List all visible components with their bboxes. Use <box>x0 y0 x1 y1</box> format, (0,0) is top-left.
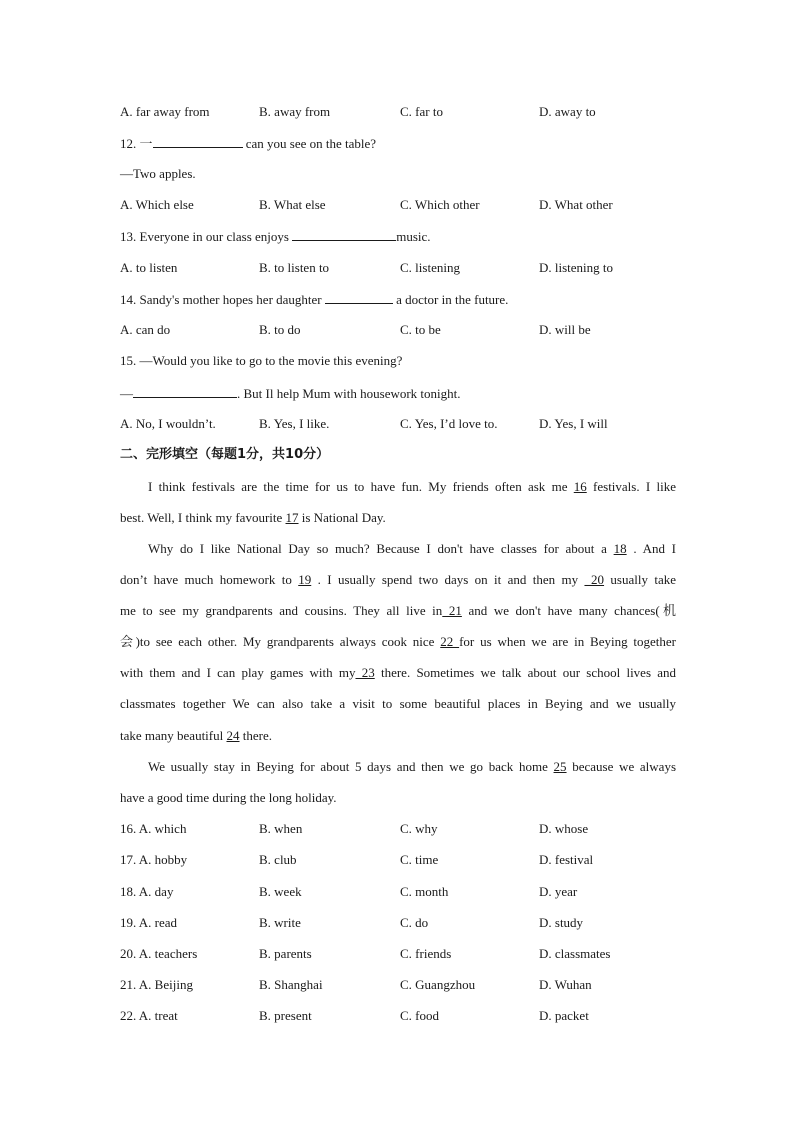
q14-stem-suffix: a doctor in the future. <box>392 292 509 307</box>
passage-p2-line6: classmates together We can also take a visit to some beautiful places in Beying and we usually <box>120 696 676 711</box>
q22-option-c: C. food <box>400 1008 439 1023</box>
q14-option-b: B. to do <box>259 322 301 337</box>
q13-stem <box>120 227 676 246</box>
passage-text: 会)to see each other. My grandparents always cook nice <box>120 634 441 649</box>
q12-answer: —Two apples. <box>120 166 196 181</box>
passage-p3-line1 <box>120 758 676 776</box>
passage-text: festivals. I like <box>586 479 676 494</box>
passage-p2-line1 <box>120 540 676 558</box>
q19-options <box>120 914 676 932</box>
q12-option-d: D. What other <box>539 197 613 212</box>
q12-option-c: C. Which other <box>400 197 480 212</box>
q16-option-a: 16. A. which <box>120 821 187 836</box>
q15-option-a: A. No, I wouldn’t. <box>120 416 216 431</box>
q13-stem-suffix: music. <box>396 229 431 244</box>
q11-option-b: B. away from <box>259 104 331 119</box>
q20-option-b: B. parents <box>259 946 312 961</box>
q14-options <box>120 321 676 339</box>
passage-text: take many beautiful <box>120 728 227 743</box>
passage-text: because we always <box>566 759 676 774</box>
q14-option-d: D. will be <box>539 322 591 337</box>
q22-option-a: 22. A. treat <box>120 1008 178 1023</box>
q20-option-c: C. friends <box>400 946 452 961</box>
passage-text: for us when we are in Beying together <box>459 634 676 649</box>
passage-p2-line4 <box>120 633 676 651</box>
q11-options <box>120 103 676 121</box>
q19-option-c: C. do <box>400 915 429 930</box>
passage-text: with them and I can play games with my <box>120 665 356 680</box>
q22-options <box>120 1007 676 1025</box>
q15-option-d: D. Yes, I will <box>539 416 608 431</box>
q13-option-a: A. to listen <box>120 260 178 275</box>
q15-option-c: C. Yes, I’d love to. <box>400 416 498 431</box>
q15-options <box>120 415 676 433</box>
q17-option-a: 17. A. hobby <box>120 852 188 867</box>
q18-option-d: D. year <box>539 884 578 899</box>
blank-17: 17 <box>285 510 299 525</box>
q21-options <box>120 976 676 994</box>
passage-text: . I usually spend two days on it and then my <box>311 572 585 587</box>
q12-stem-suffix: can you see on the table? <box>242 136 377 151</box>
passage-p3-line2: have a good time during the long holiday. <box>120 790 337 805</box>
passage-text: . And I <box>626 541 677 556</box>
passage-text: and we don't have many chances(机 <box>461 603 676 618</box>
q13-blank <box>292 227 396 241</box>
q14-option-c: C. to be <box>400 322 441 337</box>
q21-option-a: 21. A. Beijing <box>120 977 193 992</box>
passage-p2-line3 <box>120 602 676 620</box>
q15-answer-prefix: — <box>120 386 133 401</box>
passage-p1-line1 <box>120 478 676 496</box>
passage-text: Why do I like National Day so much? Because I don't have classes for about a <box>148 541 614 556</box>
q12-option-b: B. What else <box>259 197 326 212</box>
q16-options <box>120 820 676 838</box>
section-heading-cloze: 二、完形填空（每题1分，共10分） <box>120 447 330 462</box>
passage-p1-line2 <box>120 509 676 527</box>
passage-text: don’t have much homework to <box>120 572 299 587</box>
q18-option-c: C. month <box>400 884 449 899</box>
passage-text: usually take <box>604 572 677 587</box>
q13-stem-prefix: 13. Everyone in our class enjoys <box>120 229 293 244</box>
q12-option-a: A. Which else <box>120 197 194 212</box>
q12-stem <box>120 134 676 153</box>
passage-text: there. Sometimes we talk about our school lives and <box>374 665 677 680</box>
q16-option-c: C. why <box>400 821 438 836</box>
blank-18: 18 <box>613 541 627 556</box>
q19-option-b: B. write <box>259 915 301 930</box>
q11-option-d: D. away to <box>539 104 596 119</box>
q13-option-b: B. to listen to <box>259 260 330 275</box>
passage-p2-line7 <box>120 727 676 745</box>
q11-option-c: C. far to <box>400 104 443 119</box>
q17-option-c: C. time <box>400 852 439 867</box>
blank-24: 24 <box>226 728 240 743</box>
q11-option-a: A. far away from <box>120 104 210 119</box>
q19-option-d: D. study <box>539 915 584 930</box>
q22-option-b: B. present <box>259 1008 312 1023</box>
q16-option-b: B. when <box>259 821 303 836</box>
blank-23: 23 <box>355 665 375 680</box>
q12-stem-prefix: 12. 一 <box>120 136 153 151</box>
blank-16: 16 <box>573 479 587 494</box>
q14-stem <box>120 290 676 309</box>
q14-blank <box>325 290 393 304</box>
passage-text: best. Well, I think my favourite <box>120 510 286 525</box>
q18-options <box>120 883 676 901</box>
passage-text: We usually stay in Beying for about 5 days and then we go back home <box>148 759 554 774</box>
blank-20: _20 <box>584 572 605 587</box>
q15-blank <box>133 384 237 398</box>
passage-text: me to see my grandparents and cousins. They all live in <box>120 603 443 618</box>
q21-option-d: D. Wuhan <box>539 977 592 992</box>
blank-19: 19 <box>298 572 312 587</box>
q13-option-d: D. listening to <box>539 260 614 275</box>
q19-option-a: 19. A. read <box>120 915 178 930</box>
passage-text: is National Day. <box>298 510 386 525</box>
q20-option-a: 20. A. teachers <box>120 946 198 961</box>
blank-22: 22 <box>440 634 460 649</box>
passage-text: there. <box>239 728 272 743</box>
q14-stem-prefix: 14. Sandy's mother hopes her daughter <box>120 292 325 307</box>
q21-option-b: B. Shanghai <box>259 977 323 992</box>
q20-options <box>120 945 676 963</box>
q12-blank <box>153 134 243 148</box>
q17-option-d: D. festival <box>539 852 594 867</box>
q18-option-a: 18. A. day <box>120 884 174 899</box>
q13-option-c: C. listening <box>400 260 460 275</box>
q15-option-b: B. Yes, I like. <box>259 416 330 431</box>
blank-25: 25 <box>553 759 567 774</box>
q16-option-d: D. whose <box>539 821 589 836</box>
q12-options <box>120 196 676 214</box>
q18-option-b: B. week <box>259 884 302 899</box>
q17-option-b: B. club <box>259 852 297 867</box>
q17-options <box>120 851 676 869</box>
q13-options <box>120 259 676 277</box>
passage-p2-line2 <box>120 571 676 589</box>
q21-option-c: C. Guangzhou <box>400 977 476 992</box>
q15-answer <box>120 384 676 403</box>
q15-answer-suffix: . But Il help Mum with housework tonight. <box>237 386 461 401</box>
passage-text: I think festivals are the time for us to have fun. My friends often ask me <box>148 479 574 494</box>
blank-21: 21 <box>442 603 462 618</box>
q22-option-d: D. packet <box>539 1008 589 1023</box>
q15-stem: 15. —Would you like to go to the movie this evening? <box>120 353 403 368</box>
q14-option-a: A. can do <box>120 322 171 337</box>
passage-p2-line5 <box>120 664 676 682</box>
q20-option-d: D. classmates <box>539 946 611 961</box>
